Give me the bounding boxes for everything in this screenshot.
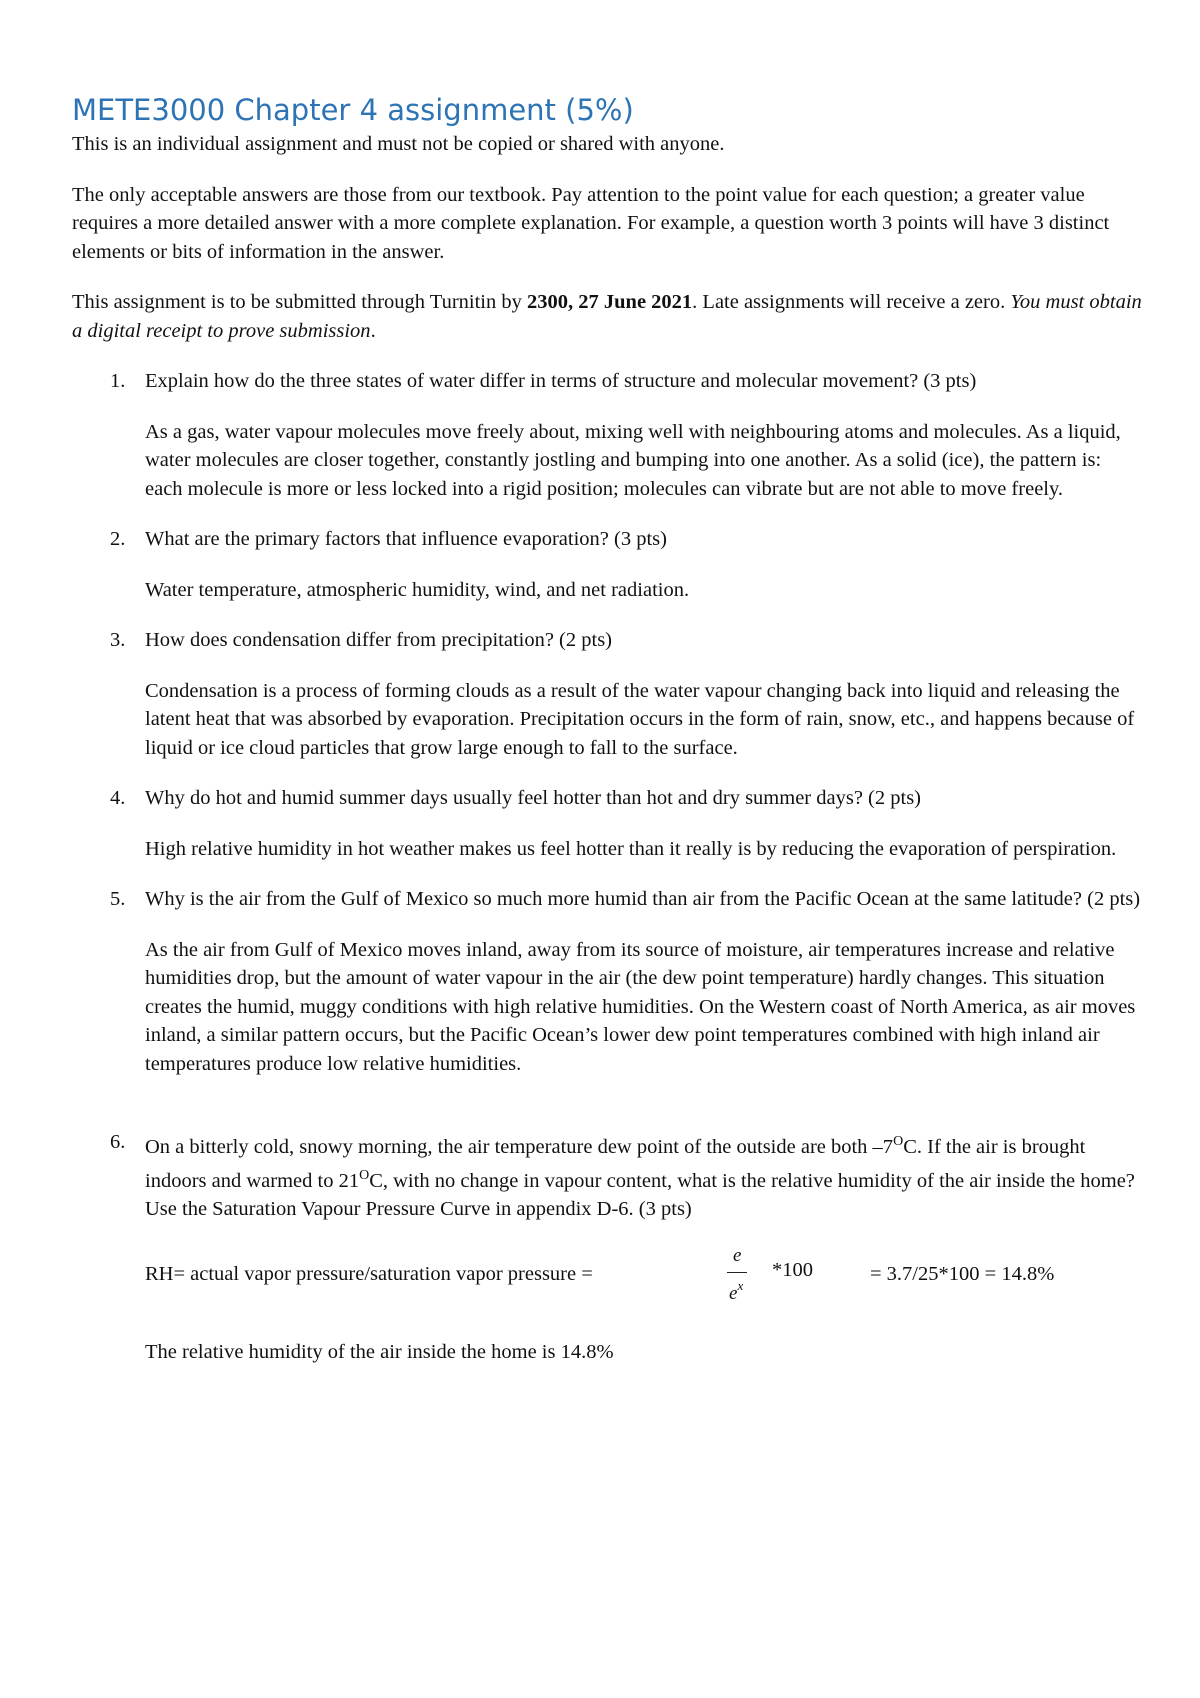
formula-lhs: RH= actual vapor pressure/saturation vapor pressure = [145, 1262, 593, 1285]
rh-formula [72, 1246, 1142, 1302]
answer-3: Condensation is a process of forming clouds as a result of the water vapour changing back into liquid and releasing the latent heat that was absorbed by evaporation. Precipitation occurs in the form of rain, snow, etc., and happens because of liquid or ice cloud particles that grow large enough to fall to the surface. [145, 679, 1135, 759]
question-5 [72, 885, 1142, 914]
question-text-part-c: C, with no change in vapour content, what is the relative humidity of the air inside the home? Use the Saturation Vapour Pressure Curve in appendix D-6. (3 pts) [145, 1169, 1135, 1220]
submission-text-post: . Late assignments will receive a zero. [692, 291, 1011, 313]
question-number: 5. [110, 888, 126, 910]
question-text-part-b: C. If the air is brought indoors and warmed to 21 [145, 1136, 1086, 1192]
formula-rhs: = 3.7/25*100 = 14.8% [870, 1262, 1055, 1285]
question-text: How does condensation differ from precipitation? (2 pts) [145, 629, 613, 651]
denominator-base: e [729, 1282, 738, 1304]
answer-1: As a gas, water vapour molecules move freely about, mixing well with neighbouring atoms and molecules. As a liquid, water molecules are closer together, constantly jostling and bumping into one another. As a solid (ice), the pattern is: each molecule is more or less locked into a rigid position; molecules can vibrate but are not able to move freely. [145, 420, 1121, 500]
question-number: 4. [110, 787, 126, 809]
formula-multiplier: *100 [772, 1258, 813, 1281]
intro-submission [72, 288, 1142, 345]
question-number: 2. [110, 528, 126, 550]
question-text: Why is the air from the Gulf of Mexico so much more humid than air from the Pacific Ocean at the same latitude? (2 pts) [145, 888, 1141, 910]
fraction-numerator: e [733, 1244, 742, 1266]
answer-6: The relative humidity of the air inside the home is 14.8% [145, 1340, 614, 1363]
answer-5: As the air from Gulf of Mexico moves inland, away from its source of moisture, air temperatures increase and relative humidities drop, but the amount of water vapour in the air (the dew point temperature) hardly changes. This situation creates the humid, muggy conditions with high relative humidities. On the Western coast of North America, as air moves inland, a similar pattern occurs, but the Pacific Ocean’s lower dew point temperatures combined with high inland air temperatures produce low relative humidities. [145, 938, 1136, 1075]
intro-individual: This is an individual assignment and must not be copied or shared with anyone. [72, 133, 725, 155]
fraction-denominator [729, 1272, 743, 1309]
question-6 [72, 1128, 1142, 1224]
question-text: What are the primary factors that influence evaporation? (3 pts) [145, 528, 667, 550]
question-text [145, 1136, 1135, 1220]
submission-receipt-note: You must obtain a digital receipt to prove submission [72, 291, 1142, 342]
question-text: Explain how do the three states of water differ in terms of structure and molecular movement? (3 pts) [145, 370, 977, 392]
document-page [72, 92, 1142, 1388]
question-number: 3. [110, 629, 126, 651]
denominator-superscript: x [737, 1277, 744, 1293]
question-text-part-a: On a bitterly cold, snowy morning, the air temperature dew point of the outside are both –7 [145, 1136, 894, 1158]
degree-symbol: O [893, 1134, 904, 1149]
question-number: 6. [110, 1131, 126, 1153]
question-number: 1. [110, 370, 126, 392]
question-1 [72, 367, 1142, 396]
question-4 [72, 784, 1142, 813]
answer-4: High relative humidity in hot weather makes us feel hotter than it really is by reducing the evaporation of perspiration. [145, 837, 1117, 860]
submission-deadline: 2300, 27 June 2021 [527, 291, 693, 313]
document-title: METE3000 Chapter 4 assignment (5%) [72, 93, 634, 127]
question-2 [72, 525, 1142, 554]
intro-instructions: The only acceptable answers are those from our textbook. Pay attention to the point value for each question; a greater value requires a more detailed answer with a more complete explanation. For example, a question worth 3 points will have 3 distinct elements or bits of information in the answer. [72, 183, 1110, 263]
answer-2: Water temperature, atmospheric humidity, wind, and net radiation. [145, 578, 690, 601]
question-3 [72, 626, 1142, 655]
degree-symbol: O [359, 1167, 370, 1183]
submission-text-pre: This assignment is to be submitted through Turnitin by [72, 291, 528, 313]
question-text: Why do hot and humid summer days usually feel hotter than hot and dry summer days? (2 pts) [145, 787, 921, 809]
submission-text-end: . [370, 319, 376, 342]
